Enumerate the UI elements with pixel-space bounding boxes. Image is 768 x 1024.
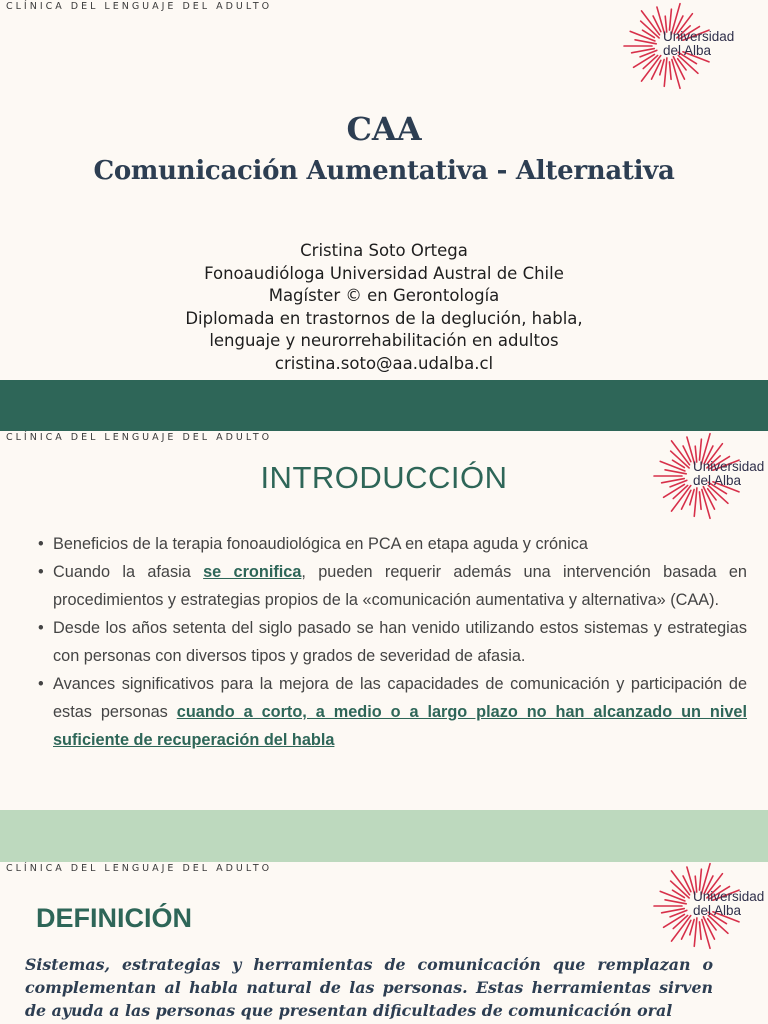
logo-text: Universidad del Alba (663, 29, 735, 58)
author-info (0, 240, 768, 375)
university-logo (618, 0, 768, 96)
sunburst-ray (682, 920, 691, 939)
sunburst-ray (694, 918, 697, 946)
slide-header: CLÍNICA DEL LENGUAJE DEL ADULTO (6, 432, 273, 443)
author-email: cristina.soto@aa.udalba.cl (274, 353, 494, 373)
logo-text: Universidad del Alba (693, 889, 765, 918)
definition-text: Sistemas, estrategias y herramientas de comunicación que remplazan o complementan al habla natural de las personas. Estas herramientas sirven de ayuda a las personas que presentan dificultades de comunicación oral (25, 955, 713, 1020)
divider-band-dark (0, 380, 768, 431)
section-title: DEFINICIÓN (36, 903, 193, 933)
sunburst-ray (669, 9, 671, 30)
section-title: INTRODUCCIÓN (260, 460, 508, 495)
sunburst-ray (664, 58, 667, 86)
slide-header: CLÍNICA DEL LENGUAJE DEL ADULTO (6, 863, 273, 874)
bullet-text: Desde los años setenta del siglo pasado se han venido utilizando estos sistemas y estrategias con personas con diversos tipos y grados de severidad de afasia. (53, 619, 747, 665)
bullet-text: Beneficios de la terapia fonoaudiológica en PCA en etapa aguda y crónica (53, 535, 588, 553)
university-logo (648, 860, 768, 956)
sunburst-ray (699, 922, 701, 939)
sunburst-ray (669, 62, 671, 79)
author-name: Cristina Soto Ortega (300, 241, 468, 260)
emphasis-text: se cronifica (203, 563, 302, 581)
sunburst-ray (699, 439, 701, 460)
sunburst-ray (702, 919, 710, 948)
list-item (38, 530, 747, 558)
page-title: CAA (346, 110, 422, 148)
bullet-text: Avances significativos para la mejora de las capacidades de comunicación y participación de estas personas (53, 675, 747, 721)
author-masters: Magíster © en Gerontología (268, 286, 500, 305)
slide-header: CLÍNICA DEL LENGUAJE DEL ADULTO (6, 1, 273, 12)
emphasis-text: cuando a corto, a medio o a largo plazo no han alcanzado un nivel suficiente de recuperación del habla (53, 703, 747, 749)
list-item (38, 558, 747, 614)
logo-text: Universidad del Alba (693, 459, 765, 488)
page-subtitle: Comunicación Aumentativa - Alternativa (93, 156, 675, 186)
author-degree: Fonoaudióloga Universidad Austral de Chile (204, 263, 564, 283)
intro-bullet-list (38, 530, 747, 754)
sunburst-ray (699, 869, 701, 890)
author-diploma-cont: lenguaje y neurorrehabilitación en adultos (209, 331, 559, 350)
sunburst-ray (652, 60, 661, 79)
divider-band-light (0, 810, 768, 862)
sunburst-ray (672, 59, 680, 88)
bullet-text: , pueden requerir además una intervención basada en procedimientos y estrategias propios de la «comunicación aumentativa y alternativa» (CAA). (53, 563, 747, 609)
author-diploma: Diplomada en trastornos de la deglución, habla, (185, 308, 583, 328)
bullet-text: Cuando la afasia (53, 563, 204, 581)
list-item (38, 670, 747, 754)
list-item (38, 614, 747, 670)
